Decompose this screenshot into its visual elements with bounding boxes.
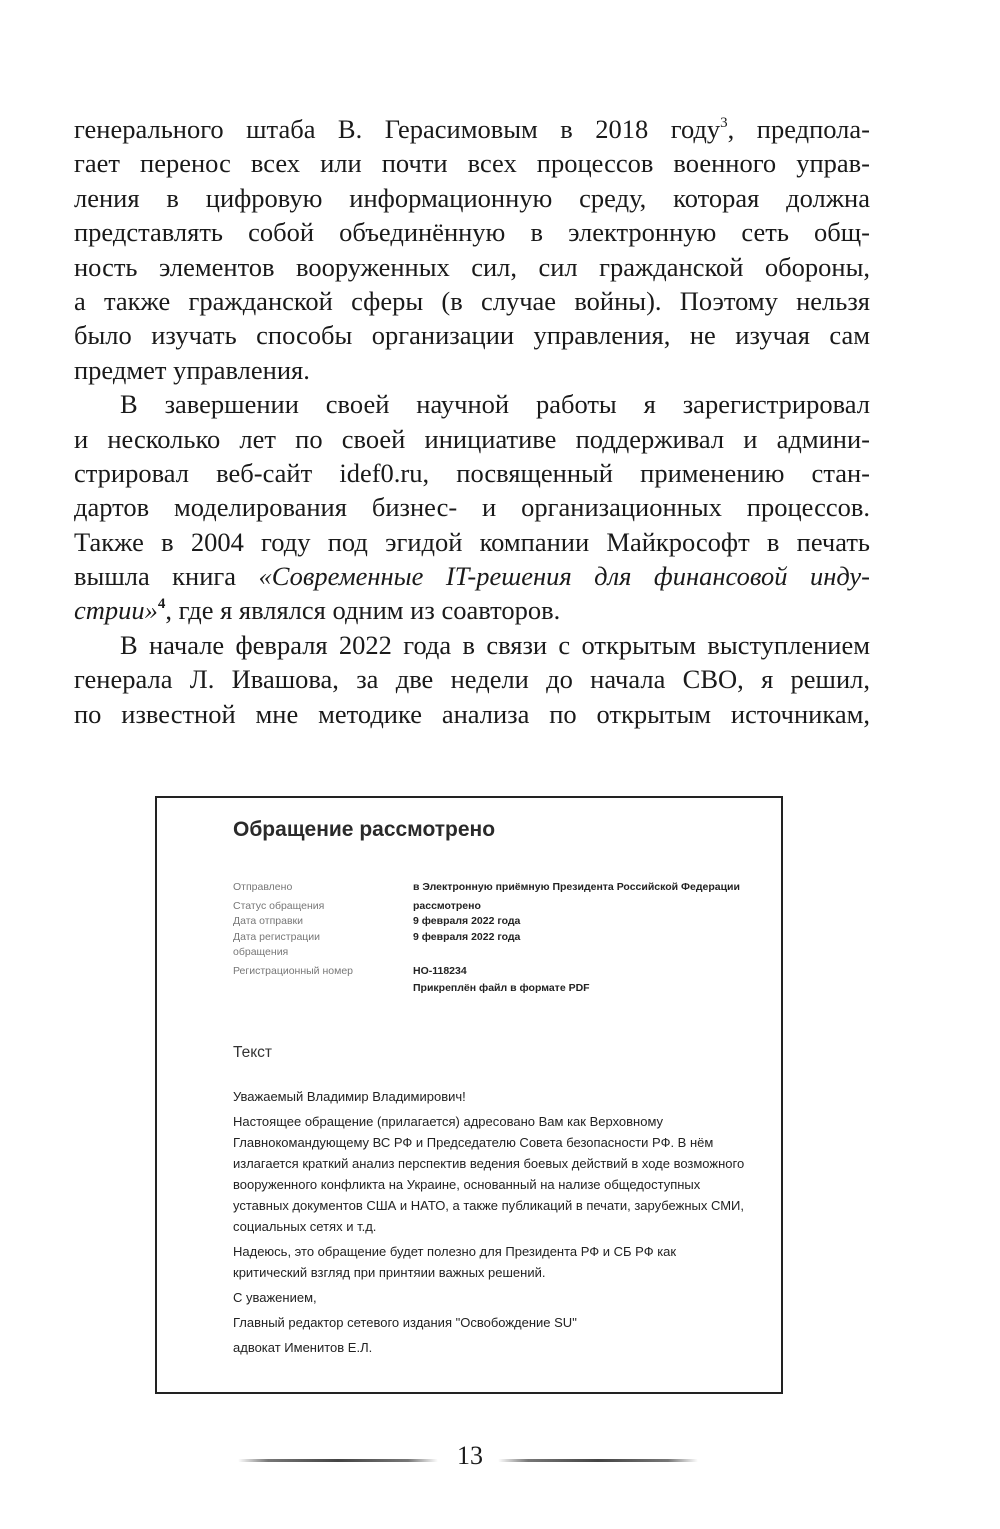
text-line: дартов моделирования бизнес- и организационных процессов. bbox=[74, 492, 870, 523]
signature-line: адвокат Именитов Е.Л. bbox=[233, 1340, 373, 1355]
text-line: ления в цифровую информационную среду, которая должна bbox=[74, 182, 870, 213]
meta-row: Дата регистрации обращения 9 февраля 2022 года bbox=[233, 930, 521, 958]
text-line: представлять собой объединённую в электронную сеть общ- bbox=[74, 217, 870, 248]
meta-row: Отправлено в Электронную приёмную Президента Российской Федерации bbox=[233, 881, 740, 893]
meta-row: Дата отправки 9 февраля 2022 года bbox=[233, 915, 521, 927]
text-line: было изучать способы организации управления, не изучая сам bbox=[74, 320, 870, 351]
meta-row: Регистрационный номер НО-118234 bbox=[233, 964, 467, 977]
text-line: стрии»$^4$, где я являлся одним из соавторов. bbox=[74, 595, 561, 626]
page-footer bbox=[0, 1441, 1000, 1481]
page-number: 13 bbox=[457, 1441, 483, 1470]
appeal-paragraph: Надеюсь, это обращение будет полезно для Президента РФ и СБ РФ как критический взгляд при принтяии важных решений. bbox=[233, 1244, 677, 1280]
appeal-text bbox=[233, 1086, 753, 1362]
text-line: генерала Л. Ивашова, за две недели до начала СВО, я решил, bbox=[74, 664, 870, 695]
text-line: Также в 2004 году под эгидой компании Майкрософт в печать bbox=[74, 526, 870, 557]
text-line: генерального штаба В. Герасимовым в 2018 году$^3$, предпола- bbox=[74, 114, 870, 144]
footer-ornament-rule bbox=[238, 1459, 438, 1462]
appeal-screenshot-figure bbox=[155, 796, 783, 1394]
appeal-paragraph: Настоящее обращение (прилагается) адресовано Вам как Верховному Главнокомандующему ВС РФ и Председателю Совета безопасности РФ. В нём излагается краткий анализ перспектив ведения боевых действий в ходе возможного вооруженного конфликта на Украине, основанный на нализе общедоступных уставных документов США и НАТО, а также публикаций в печати, зарубежных СМИ, социальных сетях и т.д. bbox=[233, 1114, 745, 1234]
footer-ornament-rule bbox=[498, 1459, 698, 1462]
appeal-metadata bbox=[233, 880, 753, 997]
attachment-note: Прикреплён файл в формате PDF bbox=[413, 982, 590, 994]
text-line: а также гражданской сферы (в случае войны). Поэтому нельзя bbox=[74, 285, 870, 316]
text-line: ность элементов вооруженных сил, сил гражданской обороны, bbox=[74, 251, 870, 282]
greeting: Уважаемый Владимир Владимирович! bbox=[233, 1089, 466, 1104]
text-line: вышла книга «Современные IT-решения для финансовой инду- bbox=[74, 561, 871, 592]
text-line: и несколько лет по своей инициативе поддерживал и админи- bbox=[74, 423, 870, 454]
footnote-ref: 3 bbox=[720, 115, 728, 131]
text-line: В начале февраля 2022 года в связи с открытым выступлением bbox=[120, 629, 870, 660]
section-label: Текст bbox=[233, 1044, 273, 1061]
figure-title: Обращение рассмотрено bbox=[233, 818, 496, 841]
text-line: стрировал веб-сайт idef0.ru, посвященный применению стан- bbox=[74, 457, 870, 488]
signature-line: Главный редактор сетевого издания "Освобождение SU" bbox=[233, 1315, 577, 1330]
text-line: гает перенос всех или почти всех процессов военного управ- bbox=[74, 148, 870, 179]
text-line: по известной мне методике анализа по открытым источникам, bbox=[74, 698, 870, 729]
closing: С уважением, bbox=[233, 1290, 317, 1305]
meta-row bbox=[233, 981, 753, 997]
text-line: В завершении своей научной работы я зарегистрировал bbox=[120, 389, 870, 420]
footnote-ref: 4 bbox=[157, 596, 166, 613]
text-line: предмет управления. bbox=[74, 354, 310, 385]
meta-row: Статус обращения рассмотрено bbox=[233, 899, 481, 912]
page-body-text bbox=[74, 112, 870, 731]
